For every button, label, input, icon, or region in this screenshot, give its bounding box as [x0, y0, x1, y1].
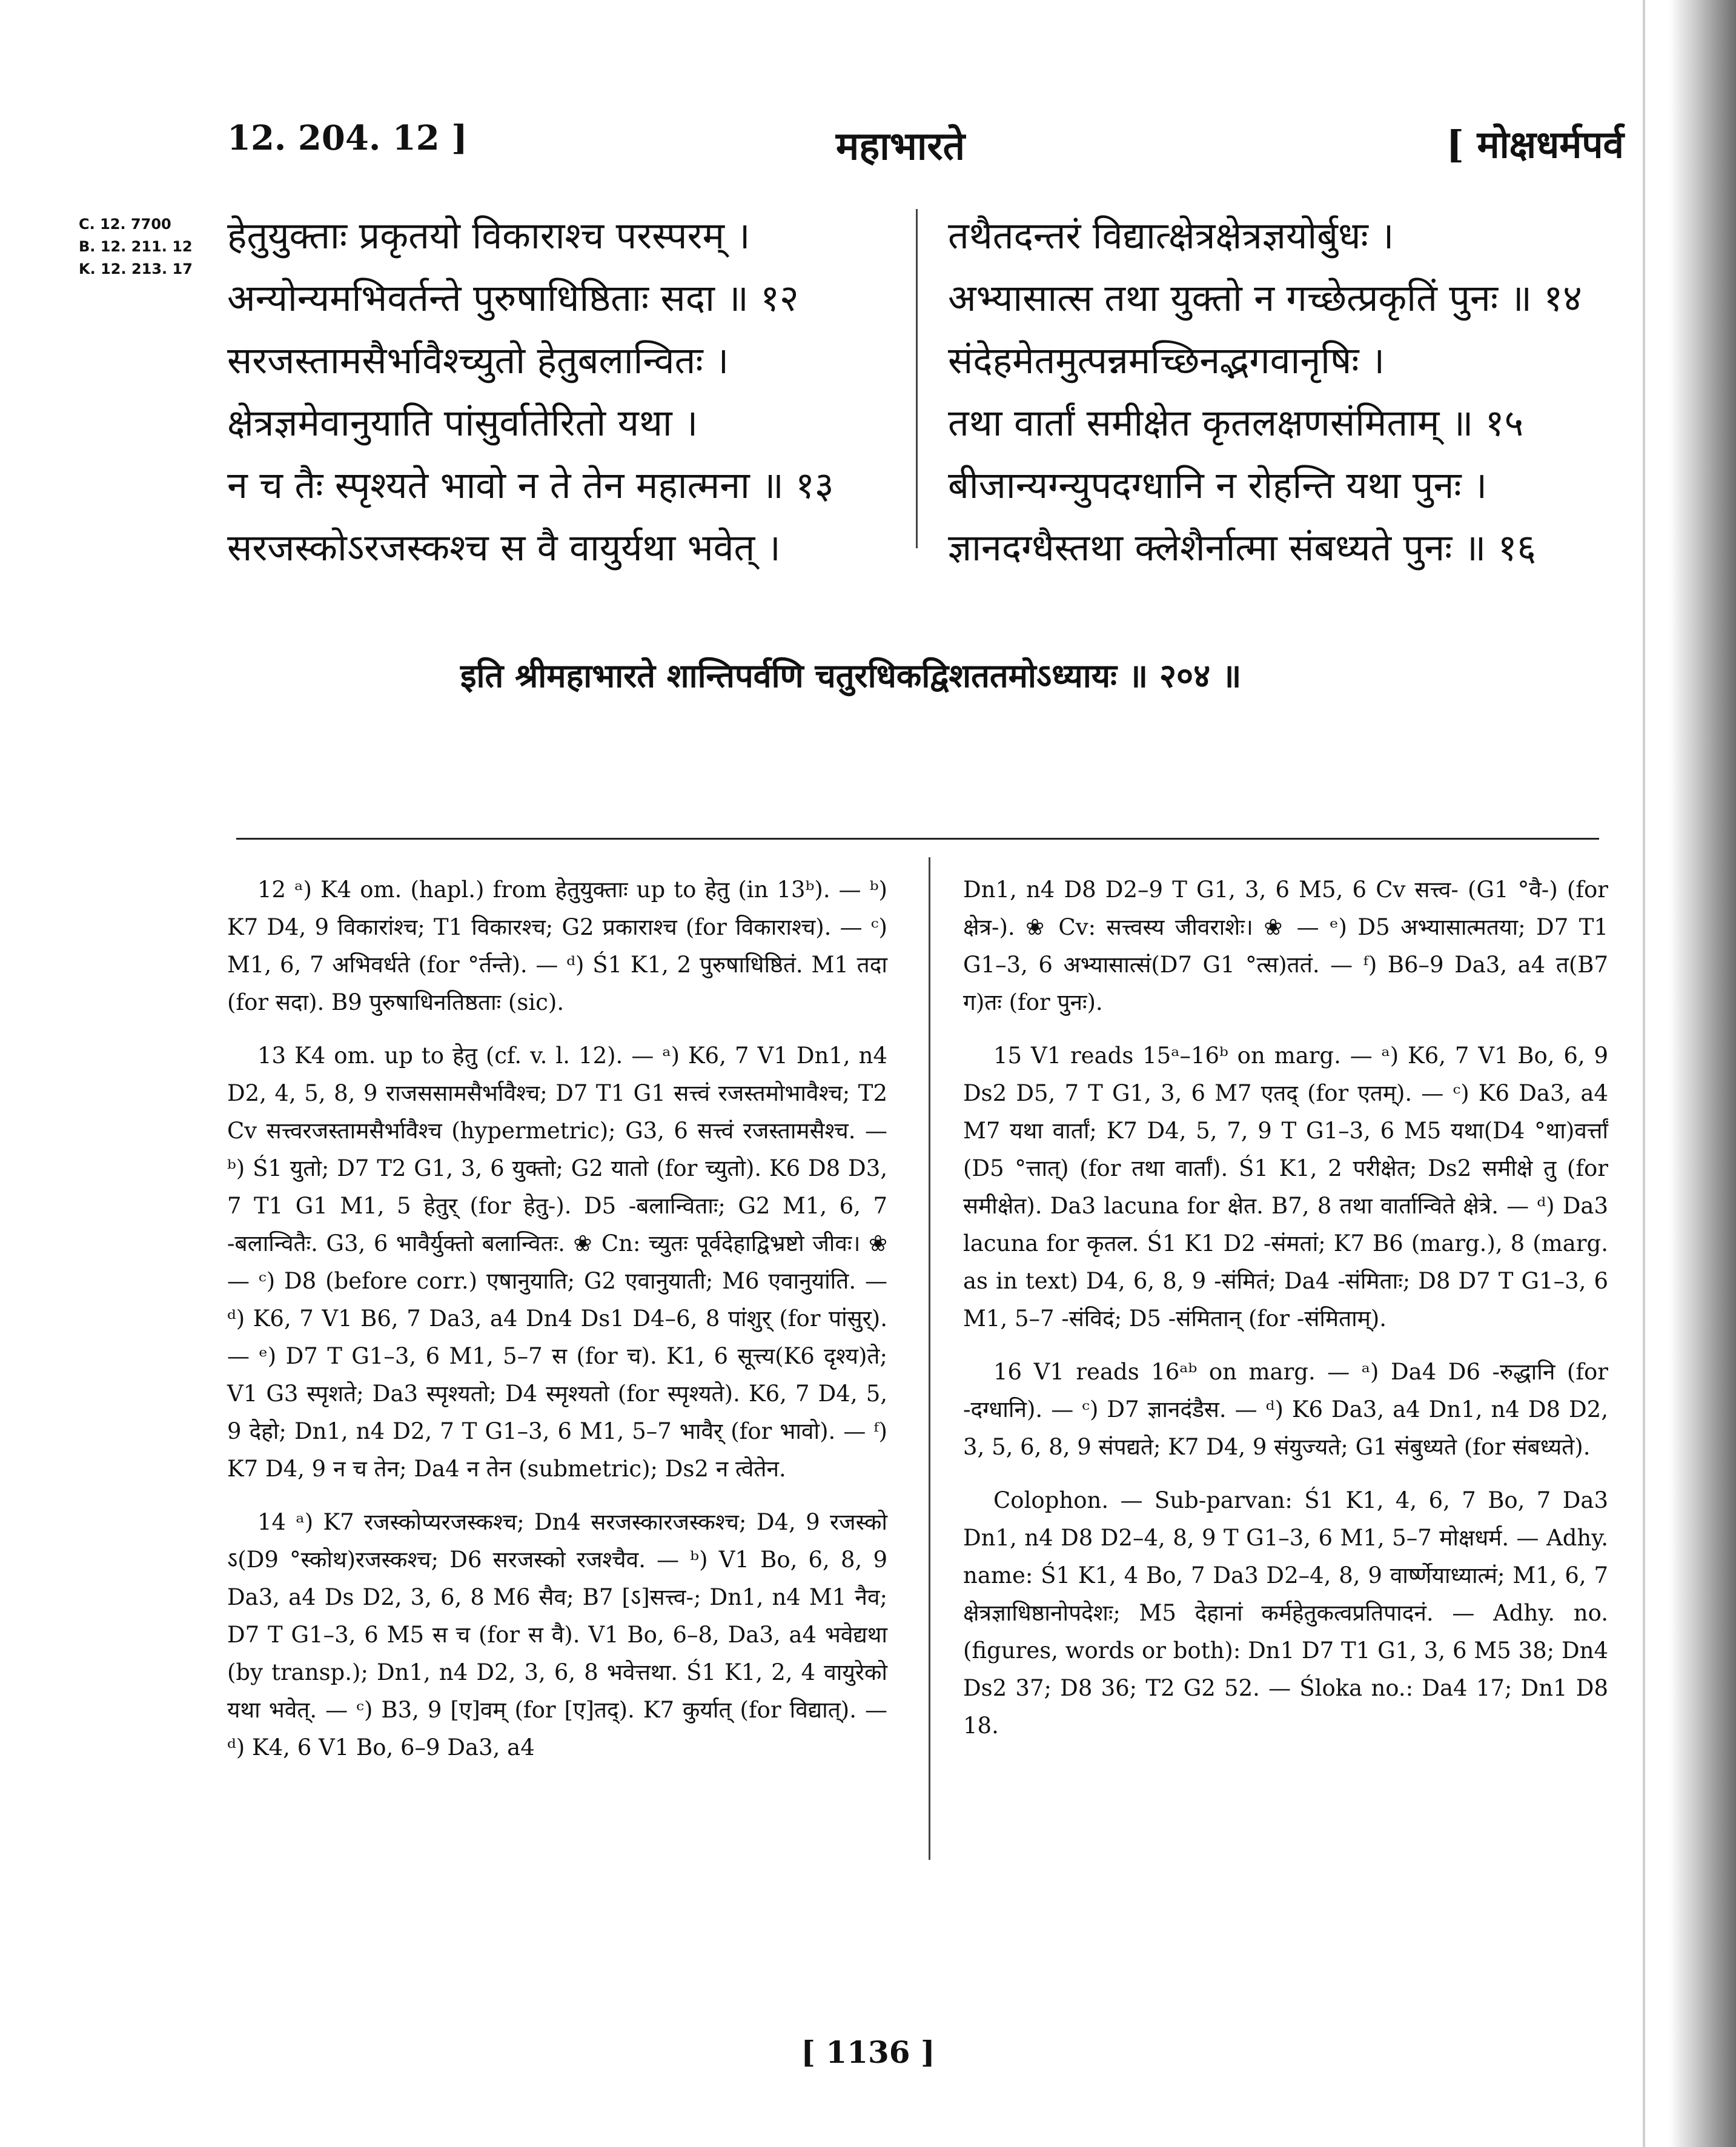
verse-line: संदेहमेतमुत्पन्नमच्छिनद्भगवानृषिः । [948, 339, 1385, 382]
critical-apparatus-right [963, 871, 1608, 1760]
verse-line: बीजान्यग्न्युपदग्धानि न रोहन्ति यथा पुनः । [948, 464, 1488, 507]
verse-line: हेतुयुक्ताः प्रकृतयो विकाराश्च परस्परम् । [227, 214, 750, 257]
running-head-section: [ मोक्षधर्मपर्व [1446, 122, 1624, 167]
page-number: [ 1136 ] [801, 2034, 935, 2070]
concordance-c: C. 12. 7700 [79, 216, 171, 233]
apparatus-note-14: 14 ᵃ) K7 रजस्कोप्यरजस्कश्च; Dn4 सरजस्कारजस्कश्च; D4, 9 रजस्को ऽ(D9 °स्कोथ)रजस्कश्च; D6 सरजस्को रजश्चैव. — ᵇ) V1 Bo, 6, 8, 9 Da3, a4 Ds D2, 3, 6, 8 M6 सैव; B7 [ऽ]सत्त्व-; Dn1, n4 M1 नैव; D7 T G1–3, 6 M5 स च (for स वै). V1 Bo, 6–8, Da3, a4 भवेद्यथा (by transp.); Dn1, n4 D2, 3, 6, 8 भवेत्तथा. Ś1 K1, 2, 4 वायुरेको यथा भवेत्. — ᶜ) B3, 9 [ए]वम् (for [ए]तद्). K7 कुर्यात् (for विद्यात्). — ᵈ) K4, 6 V1 Bo, 6–9 Da3, a4 [227, 1509, 887, 1760]
apparatus-separator [236, 838, 1599, 840]
page-binding-shadow [1669, 0, 1736, 2147]
verse-column-left [227, 205, 834, 579]
apparatus-column-divider [929, 857, 930, 1860]
verse-line: अभ्यासात्स तथा युक्तो न गच्छेत्प्रकृतिं पुनः ॥ १४ [948, 277, 1582, 320]
apparatus-note-12: 12 ᵃ) K4 om. (hapl.) from हेतुयुक्ताः up to हेतु (in 13ᵇ). — ᵇ) K7 D4, 9 विकारांश्च; T1 विकारश्च; G2 प्रकाराश्च (for विकाराश्च). — ᶜ) M1, 6, 7 अभिवर्धते (for °र्तन्ते). — ᵈ) Ś1 K1, 2 पुरुषाधिष्ठितं. M1 तदा (for सदा). B9 पुरुषाधिनतिष्ठताः (sic). [227, 877, 887, 1015]
chapter-colophon: इति श्रीमहाभारते शान्तिपर्वणि चतुरधिकद्विशततमोऽध्यायः ॥ २०४ ॥ [460, 656, 1242, 695]
verse-line: सरजस्तामसैर्भावैश्च्युतो हेतुबलान्वितः । [227, 339, 729, 382]
apparatus-note-16: 16 V1 reads 16ᵃᵇ on marg. — ᵃ) Da4 D6 -रुद्धानि (for -दग्धानि). — ᶜ) D7 ज्ञानदंडैस. — ᵈ) K6 Da3, a4 Dn1, n4 D8 D2, 3, 5, 6, 8, 9 संपद्यते; K7 D4, 9 संयुज्यते; G1 संबुध्यते (for संबध्यते). [963, 1359, 1608, 1460]
apparatus-note-13: 13 K4 om. up to हेतु (cf. v. l. 12). — ᵃ) K6, 7 V1 Dn1, n4 D2, 4, 5, 8, 9 राजससामसैर्भावैश्च; D7 T1 G1 सत्त्वं रजस्तमोभावैश्च; T2 Cv सत्त्वरजस्तामसैर्भावैश्च (hypermetric); G3, 6 सत्त्वं रजस्तामसैश्च. — ᵇ) Ś1 युतो; D7 T2 G1, 3, 6 युक्तो; G2 यातो (for च्युतो). K6 D8 D3, 7 T1 G1 M1, 5 हेतुर् (for हेतु-). D5 -बलान्विताः; G2 M1, 6, 7 -बलान्वितैः. G3, 6 भावैर्युक्तो बलान्वितः. ❀ Cn: च्युतः पूर्वदेहाद्विभ्रष्टो जीवः। ❀ — ᶜ) D8 (before corr.) एषानुयाति; G2 एवानुयाती; M6 एवानुयांति. — ᵈ) K6, 7 V1 B6, 7 Da3, a4 Dn4 Ds1 D4–6, 8 पांशुर् (for पांसुर्). — ᵉ) D7 T G1–3, 6 M1, 5–7 स (for च). K1, 6 सूत्त्य(K6 दृश्य)ते; V1 G3 स्पृशते; Da3 स्पृश्यतो; D4 स्मृश्यतो (for स्पृश्यते). K6, 7 D4, 5, 9 देहो; Dn1, n4 D2, 7 T G1–3, 6 M1, 5–7 भावैर् (for भावो). — ᶠ) K7 D4, 9 न च तेन; Da4 न तेन (submetric); Ds2 न त्वेतेन. [227, 1043, 887, 1482]
concordance-references [79, 213, 193, 280]
apparatus-note-colophon: Colophon. — Sub-parvan: Ś1 K1, 4, 6, 7 Bo, 7 Da3 Dn1, n4 D8 D2–4, 8, 9 T G1–3, 6 M1, 5–7 मोक्षधर्म. — Adhy. name: Ś1 K1, 4 Bo, 7 Da3 D2–4, 8, 9 वार्ष्णेयाध्यात्मं; M1, 6, 7 क्षेत्रज्ञाधिष्ठानोपदेशः; M5 देहानां कर्महेतुकत्वप्रतिपादनं. — Adhy. no. (figures, words or both): Dn1 D7 T1 G1, 3, 6 M5 38; Dn4 Ds2 37; D8 36; T2 G2 52. — Śloka no.: Da4 17; Dn1 D8 18. [963, 1487, 1608, 1739]
verse-column-right [948, 205, 1582, 579]
concordance-k: K. 12. 213. 17 [79, 260, 193, 277]
verse-line: क्षेत्रज्ञमेवानुयाति पांसुर्वातेरितो यथा । [227, 402, 698, 445]
concordance-b: B. 12. 211. 12 [79, 238, 193, 255]
running-head-reference: 12. 204. 12 ] [227, 118, 468, 158]
running-head-title: महाभारते [836, 124, 966, 169]
apparatus-note-15: 15 V1 reads 15ᵃ–16ᵇ on marg. — ᵃ) K6, 7 V1 Bo, 6, 9 Ds2 D5, 7 T G1, 3, 6 M7 एतद् (for एतम्). — ᶜ) K6 Da3, a4 M7 यथा वार्तां; K7 D4, 5, 7, 9 T G1–3, 6 M5 यथा(D4 °था)वर्त्तां (D5 °त्तात्) (for तथा वार्तां). Ś1 K1, 2 परीक्षेत; Ds2 समीक्षे तु (for समीक्षेत). Da3 lacuna for क्षेत. B7, 8 तथा वार्तान्विते क्षेत्रे. — ᵈ) Da3 lacuna for कृतल. Ś1 K1 D2 -संमतां; K7 B6 (marg.), 8 (marg. as in text) D4, 6, 8, 9 -संमितं; Da4 -संमिताः; D8 D7 T G1–3, 6 M1, 5–7 -संविदं; D5 -संमितान् (for -संमिताम्). [963, 1043, 1608, 1332]
page-gutter-line [1643, 0, 1645, 2147]
verse-line: तथा वार्तां समीक्षेत कृतलक्षणसंमिताम् ॥ १५ [948, 402, 1524, 445]
verse-column-divider [916, 209, 918, 548]
critical-apparatus-left [227, 871, 887, 1782]
verse-line: न च तैः स्पृश्यते भावो न ते तेन महात्मना ॥ १३ [227, 464, 834, 507]
verse-line: तथैतदन्तरं विद्यात्क्षेत्रक्षेत्रज्ञयोर्बुधः । [948, 214, 1394, 257]
verse-line: ज्ञानदग्धैस्तथा क्लेशैर्नात्मा संबध्यते पुनः ॥ १६ [948, 526, 1537, 569]
apparatus-note-14-cont: Dn1, n4 D8 D2–9 T G1, 3, 6 M5, 6 Cv सत्त्व- (G1 °वै-) (for क्षेत्र-). ❀ Cv: सत्त्वस्य जीवराशेः। ❀ — ᵉ) D5 अभ्यासात्मतया; D7 T1 G1–3, 6 अभ्यासात्सं(D7 G1 °त्स)ततं. — ᶠ) B6–9 Da3, a4 त(B7 ग)तः (for पुनः). [963, 877, 1608, 1015]
verse-line: सरजस्कोऽरजस्कश्च स वै वायुर्यथा भवेत् । [227, 526, 781, 569]
verse-line: अन्योन्यमभिवर्तन्ते पुरुषाधिष्ठिताः सदा ॥ १२ [227, 277, 799, 320]
